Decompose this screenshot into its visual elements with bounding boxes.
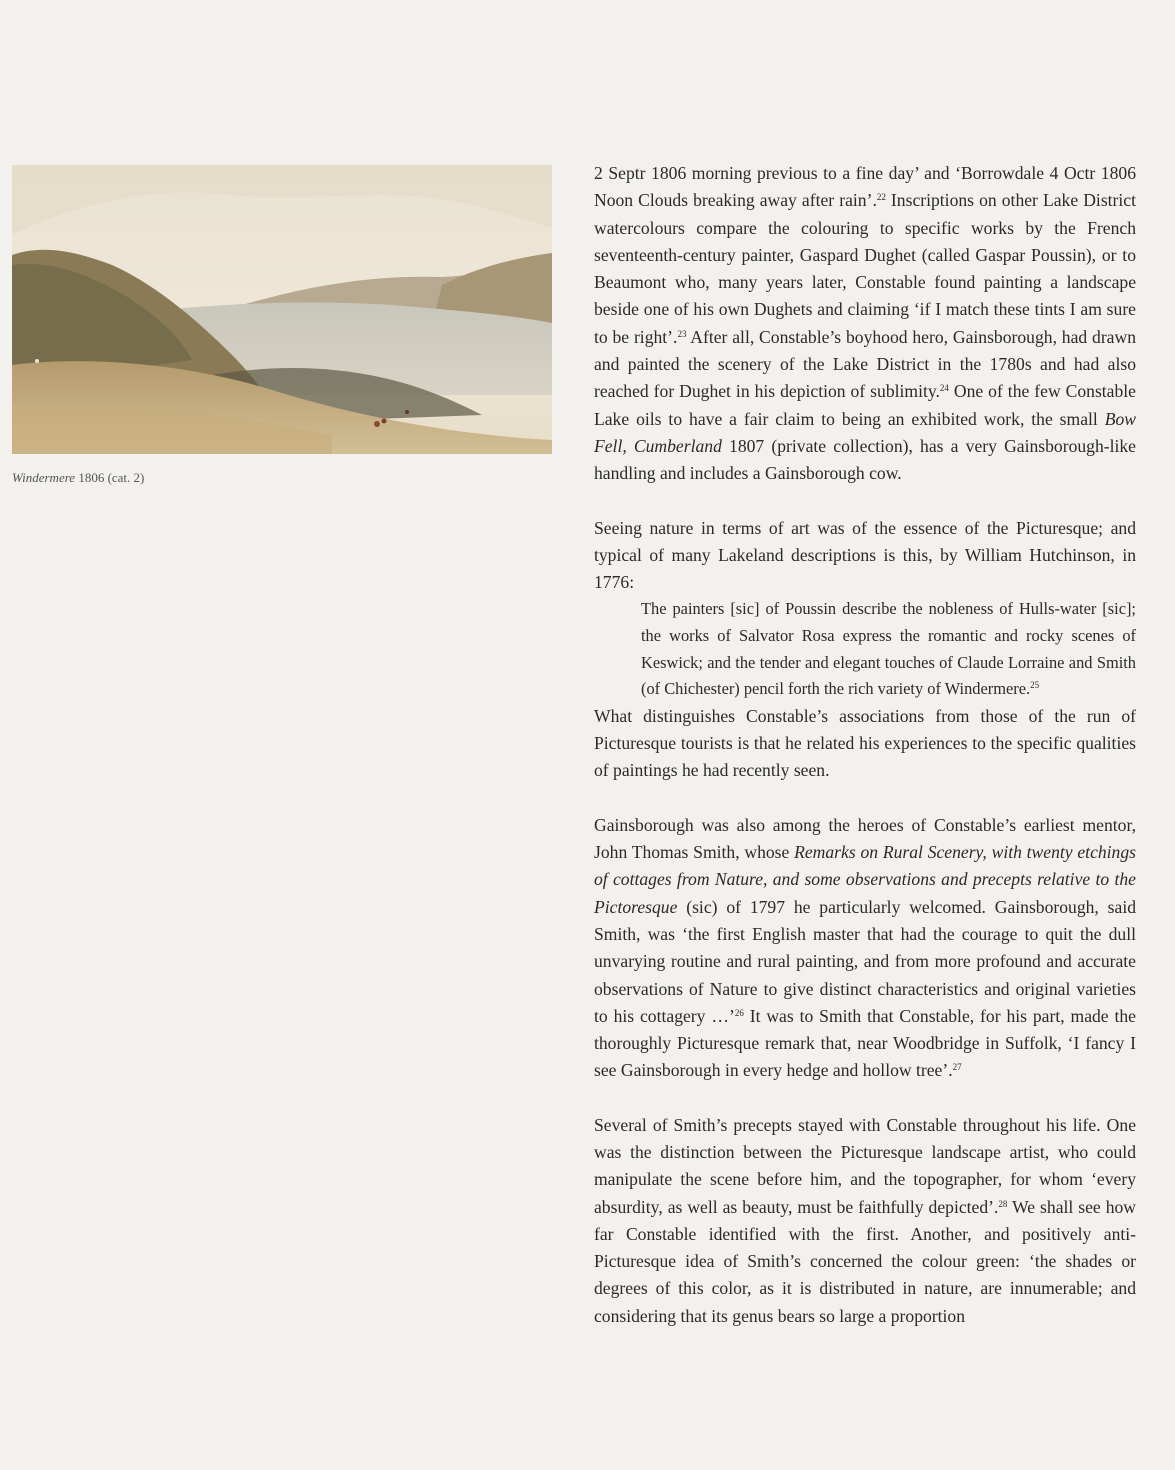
text-run: Several of Smith’s precepts stayed with Constable throughout his life. One was the distinction between the Picturesque landscape artist, who could manipulate the scene before him, and the topographer, for whom ‘every absurdity, as well as beauty, must be faithfully depicted’. — [594, 1114, 1136, 1217]
text-run: (sic) of 1797 he particularly welcomed. Gainsborough, said Smith, was ‘the first English master that had the courage to quit the dull unvarying routine and rural painting, and from more profound and accurate observations of Nature to give distinct characteristics and original varieties to his cottagery …’ — [594, 896, 1136, 1026]
paragraph-3 — [594, 703, 1136, 785]
paragraph-4 — [594, 812, 1136, 1085]
caption-title: Windermere — [12, 470, 76, 485]
caption-details: 1806 (cat. 2) — [75, 470, 145, 485]
paragraph-1 — [594, 160, 1136, 488]
footnote-ref: 22 — [876, 192, 886, 203]
text-run: Seeing nature in terms of art was of the essence of the Picturesque; and typical of many Lakeland descriptions is this, by William Hutchinson, in 1776: — [594, 517, 1136, 593]
italic-title: Bow Fell, Cumberland — [594, 408, 1136, 456]
text-run: What distinguishes Constable’s associations from those of the run of Picturesque tourists is that he related his experiences to the specific qualities of paintings he had recently seen. — [594, 705, 1136, 781]
footnote-ref: 23 — [677, 328, 687, 339]
footnote-ref: 24 — [939, 383, 949, 394]
text-run: After all, Constable’s boyhood hero, Gainsborough, had drawn and painted the scenery of the Lake District in the 1780s and had also reached for Dughet in his depiction of sublimity. — [594, 326, 1136, 402]
block-quote — [641, 596, 1136, 702]
figure-caption — [12, 470, 144, 486]
text-run: It was to Smith that Constable, for his part, made the thoroughly Picturesque remark that, near Woodbridge in Suffolk, ‘I fancy I see Gainsborough in every hedge and hollow tree’. — [594, 1005, 1136, 1081]
windermere-watercolour — [12, 165, 552, 454]
italic-title: Remarks on Rural Scenery, with twenty etchings of cottages from Nature, and some observations and precepts relative to the Pictoresque — [594, 842, 1137, 917]
footnote-ref: 28 — [998, 1198, 1008, 1209]
body-text — [594, 160, 1136, 1330]
text-run: Inscriptions on other Lake District watercolours compare the colouring to specific works by the French seventeenth-century painter, Gaspard Dughet (called Gaspar Poussin), or to Beaumont who, many years later, Constable found painting a landscape beside one of his own Dughets and claiming ‘if I match these tints I am sure to be right’. — [594, 190, 1136, 347]
text-run: We shall see how far Constable identified with the first. Another, and positively anti-Picturesque idea of Smith’s concerned the colour green: ‘the shades or degrees of this color, as it is distributed in nature, are innumerable; and considering that its genus bears so large a proportion — [594, 1196, 1136, 1326]
paragraph-5 — [594, 1112, 1136, 1330]
text-run: Gainsborough was also among the heroes of Constable’s earliest mentor, John Thomas Smith, whose — [594, 814, 1136, 863]
footnote-ref: 26 — [734, 1007, 744, 1018]
paragraph-2 — [594, 515, 1136, 597]
text-run: One of the few Constable Lake oils to have a fair claim to being an exhibited work, the small — [594, 381, 1136, 429]
footnote-ref: 25 — [1030, 680, 1040, 691]
text-run: The painters [sic] of Poussin describe the nobleness of Hulls-water [sic]; the works of Salvator Rosa express the romantic and rocky scenes of Keswick; and the tender and elegant touches of Claude Lorraine and Smith (of Chichester) pencil forth the rich variety of Windermere. — [641, 599, 1136, 699]
text-run: 2 Septr 1806 morning previous to a fine day’ and ‘Borrowdale 4 Octr 1806 Noon Clouds breaking away after rain’. — [594, 163, 1136, 211]
footnote-ref: 27 — [952, 1062, 962, 1073]
text-run: 1807 (private collection), has a very Gainsborough-like handling and includes a Gainsborough cow. — [594, 435, 1136, 484]
